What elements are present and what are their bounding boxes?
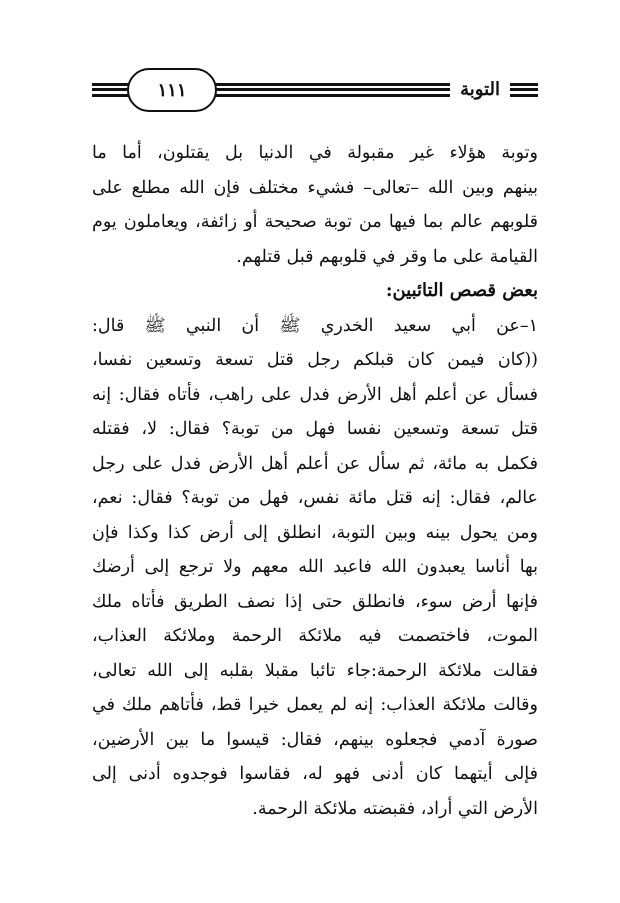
section-heading: بعض قصص التائبين:: [385, 280, 538, 301]
text-line: بينهم وبين الله –تعالى– فشيء مختلف فإن الله مطلع على: [92, 177, 538, 198]
page-header: [92, 68, 538, 112]
story-line: صورة آدمي فجعلوه بينهم، فقال: قيسوا ما بين الأرضين،: [92, 729, 538, 750]
story-line: فسأل عن أعلم أهل الأرض فدل على راهب، فأتاه فقال: إنه: [92, 384, 538, 405]
story-line: عالم، فقال: إنه قتل مائة نفس، فهل من توبة؟ فقال: نعم،: [92, 488, 538, 508]
story-line: بها أناسا يعبدون الله فاعبد الله معهم ولا ترجع إلى أرضك: [92, 557, 538, 577]
text-line: القيامة على ما وقر في قلوبهم قبل قتلهم.: [236, 246, 538, 267]
story-line: وقالت ملائكة العذاب: إنه لم يعمل خيرا قط، فأتاهم ملك في: [92, 695, 538, 715]
text-line: قلوبهم عالم بما فيها من توبة صحيحة أو زائفة، ويعاملون يوم: [92, 212, 538, 232]
page-number-frame: [127, 68, 217, 112]
story-line: فإنها أرض سوء، فانطلق حتى إذا نصف الطريق فأتاه ملك: [92, 591, 538, 612]
story-line: ((كان فيمن كان قبلكم رجل قتل تسعة وتسعين نفسا،: [92, 350, 538, 370]
story-line: الموت، فاختصمت فيه ملائكة الرحمة وملائكة العذاب،: [92, 626, 538, 646]
page-body: [92, 136, 538, 826]
story-line: قتل تسعة وتسعين نفسا فهل من توبة؟ فقال: لا، فقتله: [92, 419, 538, 439]
story-line: الأرض التي أراد، فقبضته ملائكة الرحمة.: [252, 798, 538, 819]
header-title-box: [450, 74, 510, 104]
text-line: وتوبة هؤلاء غير مقبولة في الدنيا بل يقتلون، أما ما: [92, 143, 538, 163]
story-line: فقالت ملائكة الرحمة:جاء تائبا مقبلا بقلبه إلى الله تعالى،: [92, 660, 538, 681]
story-line: فإلى أيتهما كان أدنى فهو له، فقاسوا فوجدوه أدنى إلى: [92, 764, 538, 784]
page-number: ١١١: [157, 79, 187, 101]
story-line: ومن يحول بينه وبين التوبة، انطلق إلى أرض كذا وكذا فإن: [92, 522, 538, 543]
story-intro: ١–عن أبي سعيد الخدري ﷺ أن النبي ﷺ قال:: [92, 315, 538, 336]
story-line: فكمل به مائة، ثم سأل عن أعلم أهل الأرض فدل على رجل: [92, 453, 538, 474]
page-title: التوبة: [460, 78, 500, 100]
